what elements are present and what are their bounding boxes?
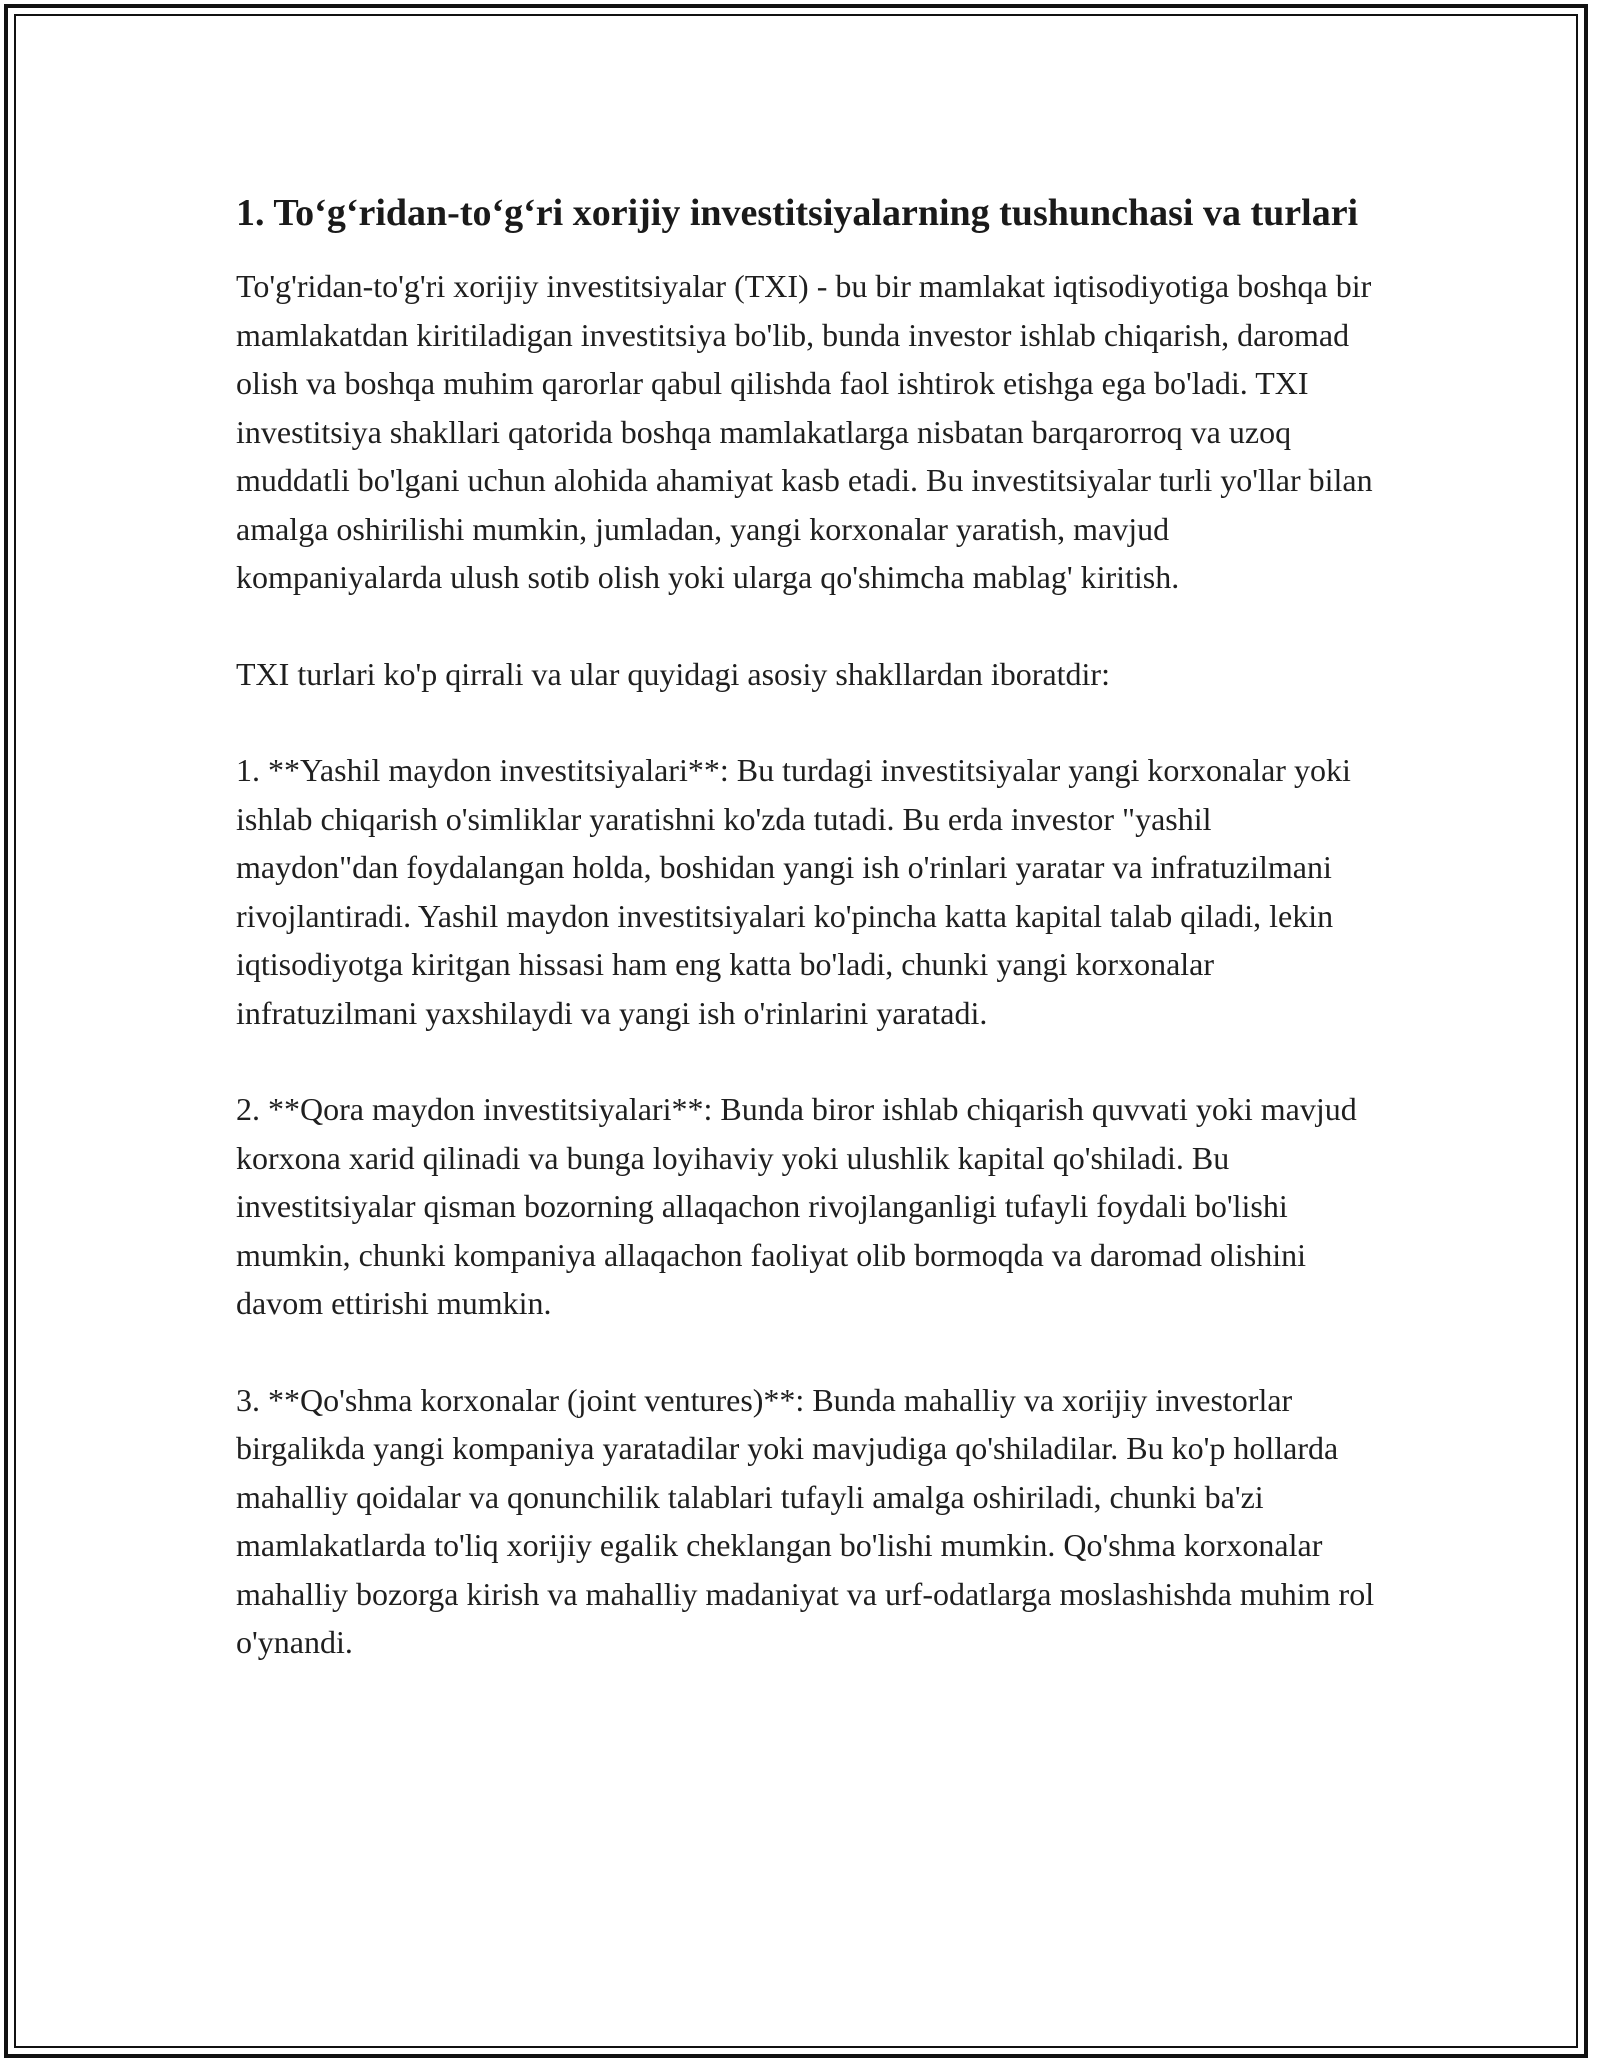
paragraph-types-intro: TXI turlari ko'p qirrali va ular quyidagi asosiy shakllardan iboratdir: xyxy=(236,655,1110,692)
section-heading: 1. To‘g‘ridan-to‘g‘ri xorijiy investitsiyalarning tushunchasi va turlari xyxy=(236,192,1359,234)
paragraph-greenfield: 1. **Yashil maydon investitsiyalari**: Bu turdagi investitsiyalar yangi korxonalar yoki ishlab chiqarish o'simliklar yaratishni ko'zda tutadi. Bu erda investor "yashil maydon"dan foydalangan holda, boshidan yangi ish o'rinlari yaratar va infratuzilmani rivojlantiradi. Yashil maydon investitsiyalari ko'pincha katta kapital talab qiladi, lekin iqtisodiyotga kiritgan hissasi ham eng katta bo'ladi, chunki yangi korxonalar infratuzilmani yaxshilaydi va yangi ish o'rinlarini yaratadi. xyxy=(236,752,1351,1031)
paragraph-definition: To'g'ridan-to'g'ri xorijiy investitsiyalar (TXI) - bu bir mamlakat iqtisodiyotiga boshqa bir mamlakatdan kiritiladigan investitsiya bo'lib, bunda investor ishlab chiqarish, daromad olish va boshqa muhim qarorlar qabul qilishda faol ishtirok etishga ega bo'ladi. TXI investitsiya shakllari qatorida boshqa mamlakatlarga nisbatan barqarorroq va uzoq muddatli bo'lgani uchun alohida ahamiyat kasb etadi. Bu investitsiyalar turli yo'llar bilan amalga oshirilishi mumkin, jumladan, yangi korxonalar yaratish, mavjud kompaniyalarda ulush sotib olish yoki ularga qo'shimcha mablag' kiritish. xyxy=(236,268,1373,595)
document-body xyxy=(236,186,1376,1715)
paragraph-brownfield: 2. **Qora maydon investitsiyalari**: Bunda biror ishlab chiqarish quvvati yoki mavjud korxona xarid qilinadi va bunga loyihaviy yoki ulushlik kapital qo'shiladi. Bu investitsiyalar qisman bozorning allaqachon rivojlanganligi tufayli foydali bo'lishi mumkin, chunki kompaniya allaqachon faoliyat olib bormoqda va daromad olishini davom ettirishi mumkin. xyxy=(236,1091,1357,1321)
paragraph-joint-ventures: 3. **Qo'shma korxonalar (joint ventures)**: Bunda mahalliy va xorijiy investorlar birgalikda yangi kompaniya yaratadilar yoki mavjudiga qo'shiladilar. Bu ko'p hollarda mahalliy qoidalar va qonunchilik talablari tufayli amalga oshiriladi, chunki ba'zi mamlakatlarda to'liq xorijiy egalik cheklangan bo'lishi mumkin. Qo'shma korxonalar mahalliy bozorga kirish va mahalliy madaniyat va urf-odatlarga moslashishda muhim rol o'ynandi. xyxy=(236,1381,1375,1660)
